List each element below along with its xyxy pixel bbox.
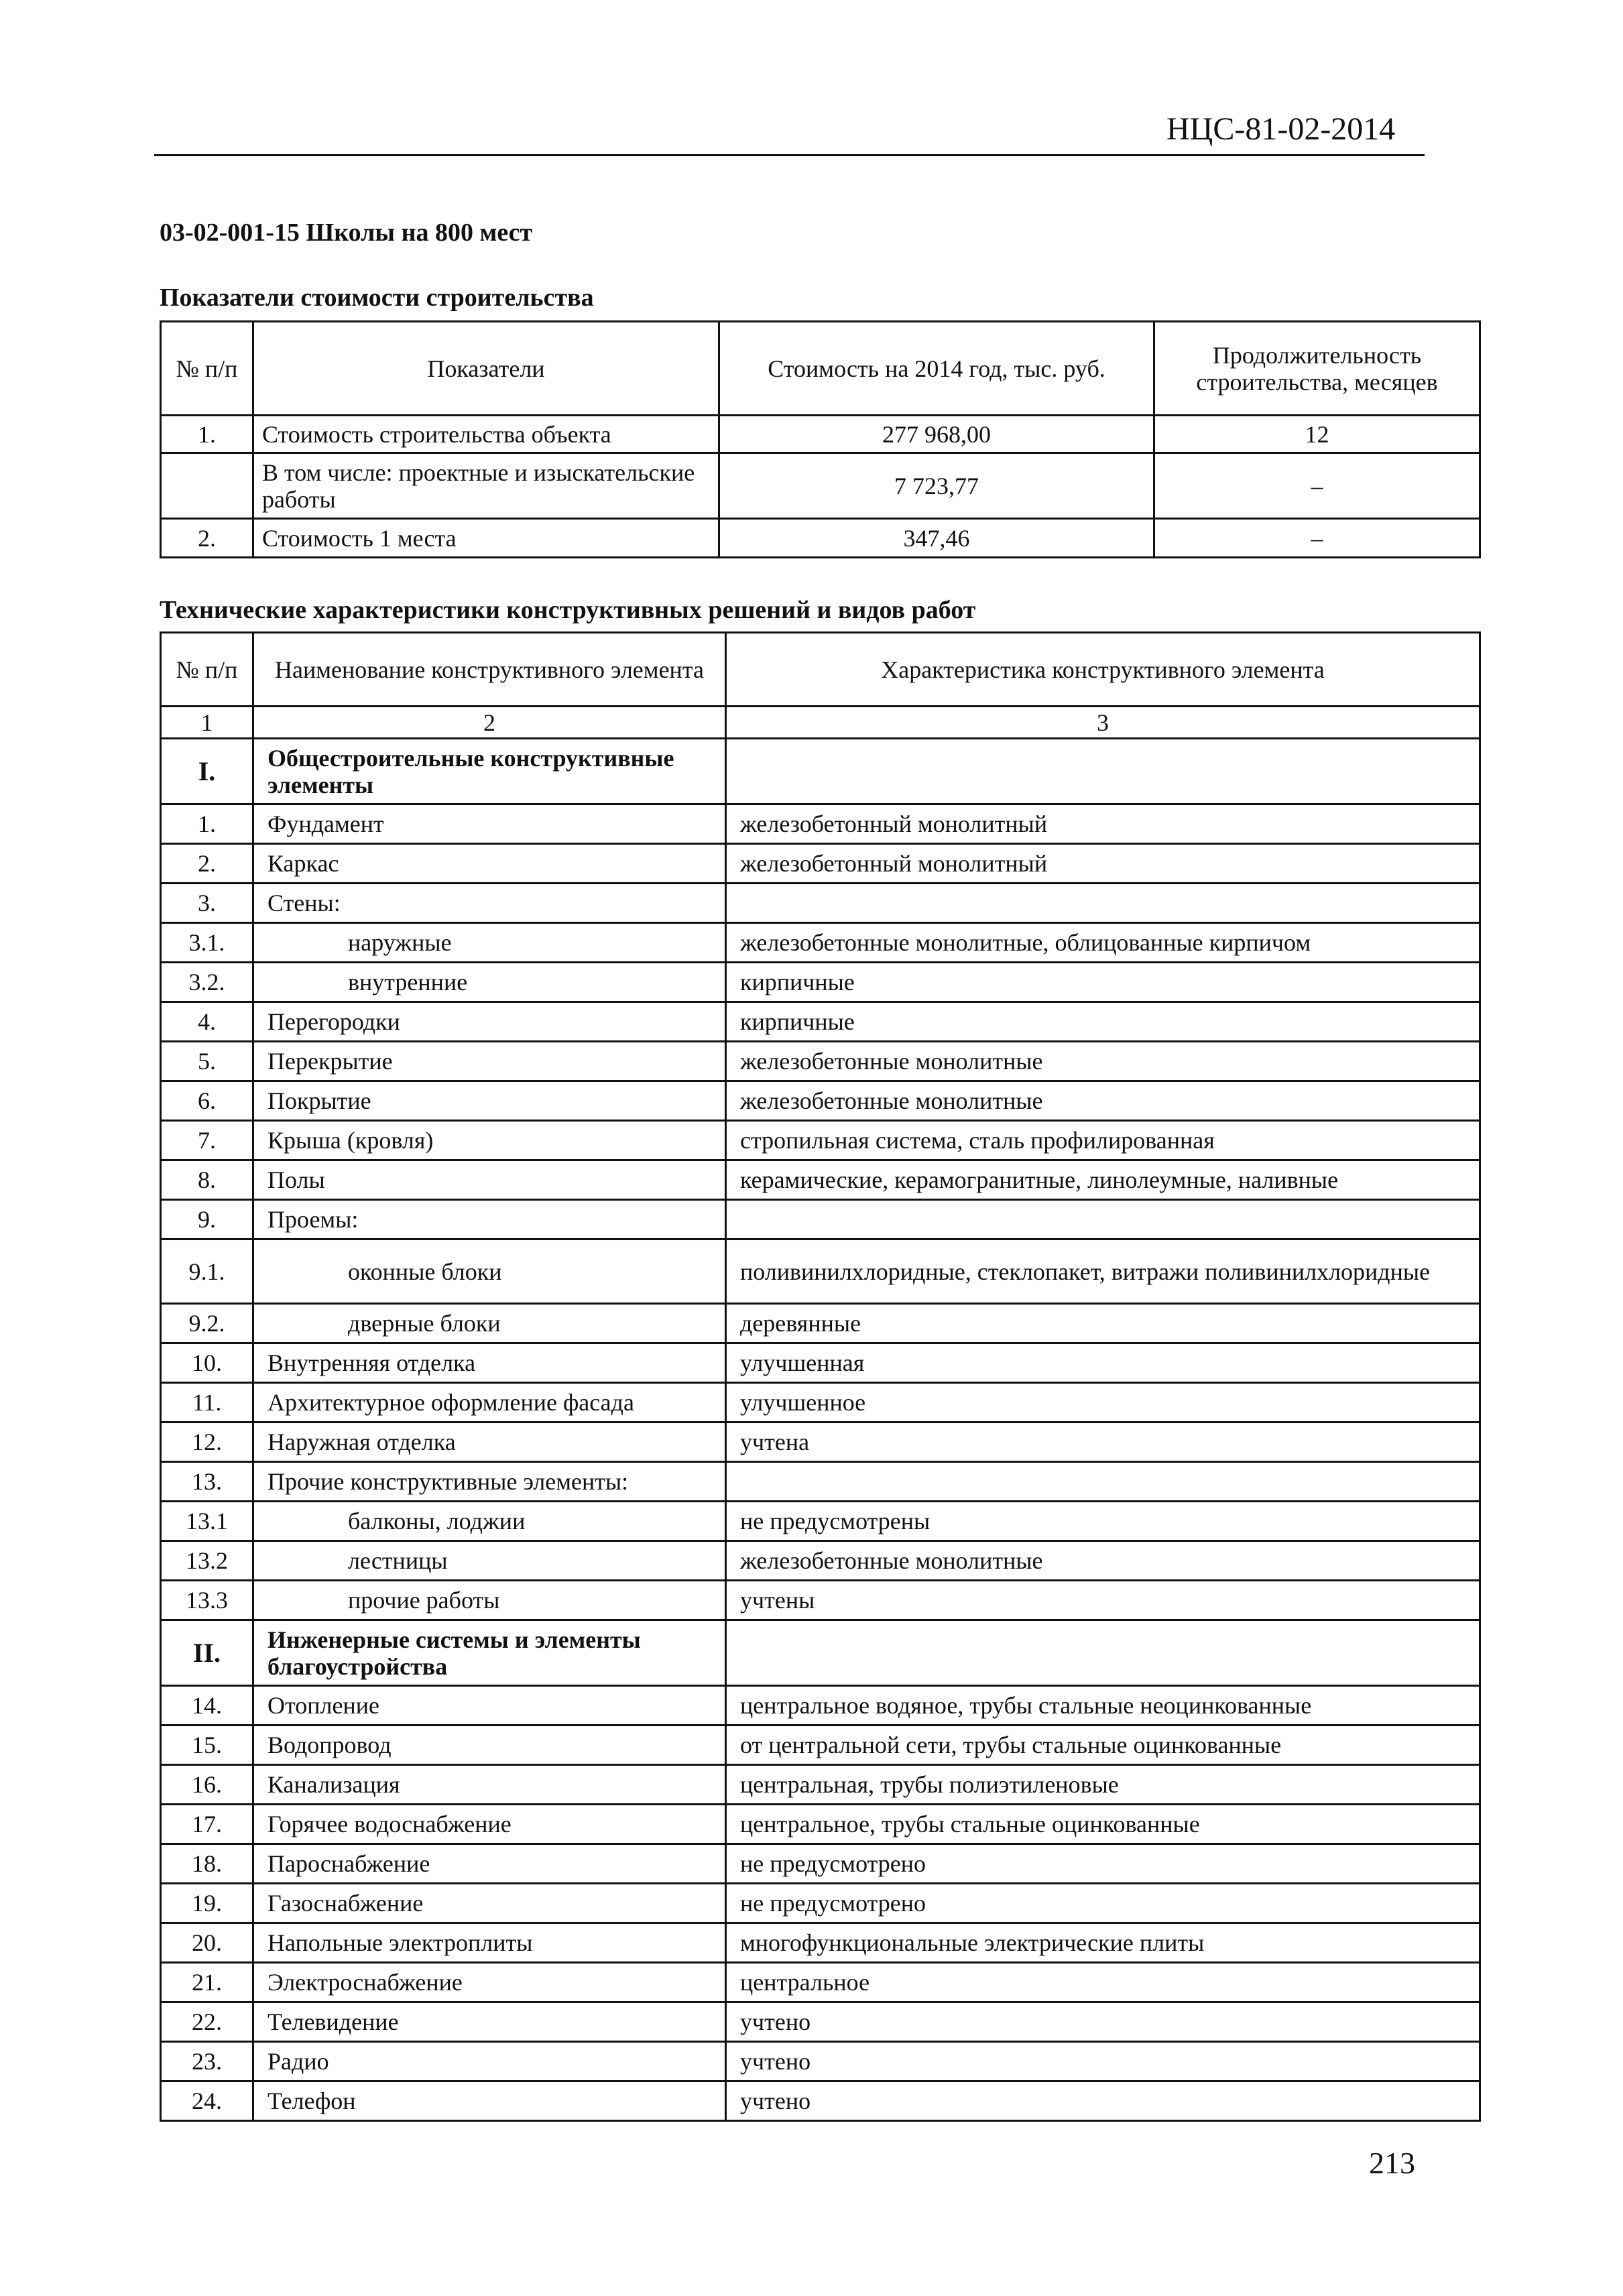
col-header-duration: Продолжительность строительства, месяцев bbox=[1154, 322, 1480, 416]
row-element-name: Инженерные системы и элементы благоустройства bbox=[253, 1620, 726, 1686]
row-element-name: Электроснабжение bbox=[253, 1963, 726, 2002]
row-num: 16. bbox=[161, 1765, 253, 1805]
row-characteristic: кирпичные bbox=[726, 963, 1480, 1002]
row-num: 3. bbox=[161, 884, 253, 923]
row-characteristic: кирпичные bbox=[726, 1002, 1480, 1042]
col-header-num: № п/п bbox=[161, 633, 253, 707]
column-numbers-row bbox=[161, 707, 1480, 739]
row-element-name: Архитектурное оформление фасада bbox=[253, 1383, 726, 1423]
row-element-name: Перекрытие bbox=[253, 1042, 726, 1081]
table-row bbox=[161, 1462, 1480, 1502]
row-characteristic: улучшенное bbox=[726, 1383, 1480, 1423]
table-row bbox=[161, 1423, 1480, 1462]
row-num: 9.1. bbox=[161, 1240, 253, 1304]
row-element-name: Телевидение bbox=[253, 2002, 726, 2042]
row-characteristic: железобетонные монолитные, облицованные кирпичом bbox=[726, 923, 1480, 963]
table-row bbox=[161, 1160, 1480, 1200]
table-row bbox=[161, 2081, 1480, 2121]
table-row bbox=[161, 1765, 1480, 1805]
document-title: 03-02-001-15 Школы на 800 мест bbox=[160, 219, 533, 247]
row-characteristic: центральное водяное, трубы стальные неоцинкованные bbox=[726, 1686, 1480, 1726]
row-indicator: Стоимость 1 места bbox=[253, 519, 719, 558]
table-row bbox=[161, 1383, 1480, 1423]
row-characteristic: не предусмотрено bbox=[726, 1844, 1480, 1884]
row-cost: 277 968,00 bbox=[719, 416, 1154, 453]
table-row bbox=[161, 1884, 1480, 1923]
table-row bbox=[161, 1343, 1480, 1383]
row-element-name: Радио bbox=[253, 2042, 726, 2081]
row-element-name: Прочие конструктивные элементы: bbox=[253, 1462, 726, 1502]
row-num: 14. bbox=[161, 1686, 253, 1726]
table-row bbox=[161, 2002, 1480, 2042]
row-element-name: дверные блоки bbox=[253, 1304, 726, 1343]
column-number: 1 bbox=[161, 707, 253, 739]
row-num: I. bbox=[161, 739, 253, 804]
row-num: 22. bbox=[161, 2002, 253, 2042]
cost-section-title: Показатели стоимости строительства bbox=[160, 284, 594, 312]
row-element-name: лестницы bbox=[253, 1541, 726, 1581]
column-number: 2 bbox=[253, 707, 726, 739]
row-num: II. bbox=[161, 1620, 253, 1686]
row-indicator: В том числе: проектные и изыскательские работы bbox=[253, 453, 719, 519]
row-num: 13.1 bbox=[161, 1502, 253, 1541]
row-element-name: Внутренняя отделка bbox=[253, 1343, 726, 1383]
row-characteristic: учтено bbox=[726, 2002, 1480, 2042]
row-characteristic: центральное bbox=[726, 1963, 1480, 2002]
row-num: 8. bbox=[161, 1160, 253, 1200]
row-num: 18. bbox=[161, 1844, 253, 1884]
row-element-name: Стены: bbox=[253, 884, 726, 923]
table-row bbox=[161, 1581, 1480, 1620]
section-row bbox=[161, 1620, 1480, 1686]
row-element-name: Проемы: bbox=[253, 1200, 726, 1240]
row-element-name: Перегородки bbox=[253, 1002, 726, 1042]
row-num: 20. bbox=[161, 1923, 253, 1963]
row-num: 1. bbox=[161, 804, 253, 844]
row-num: 15. bbox=[161, 1726, 253, 1765]
row-duration: 12 bbox=[1154, 416, 1480, 453]
row-duration: – bbox=[1154, 519, 1480, 558]
row-num: 23. bbox=[161, 2042, 253, 2081]
row-characteristic bbox=[726, 1620, 1480, 1686]
row-element-name: Напольные электроплиты bbox=[253, 1923, 726, 1963]
row-num: 9. bbox=[161, 1200, 253, 1240]
row-characteristic: железобетонный монолитный bbox=[726, 844, 1480, 884]
row-duration: – bbox=[1154, 453, 1480, 519]
row-num: 13. bbox=[161, 1462, 253, 1502]
row-element-name: наружные bbox=[253, 923, 726, 963]
table-row bbox=[161, 453, 1480, 519]
tech-section-title: Технические характеристики конструктивных решений и видов работ bbox=[160, 596, 976, 624]
table-row bbox=[161, 1844, 1480, 1884]
row-characteristic: деревянные bbox=[726, 1304, 1480, 1343]
row-num: 3.2. bbox=[161, 963, 253, 1002]
row-element-name: Покрытие bbox=[253, 1081, 726, 1121]
table-row bbox=[161, 1923, 1480, 1963]
col-header-cost: Стоимость на 2014 год, тыс. руб. bbox=[719, 322, 1154, 416]
row-characteristic: учтены bbox=[726, 1581, 1480, 1620]
tech-table bbox=[160, 631, 1481, 2122]
table-row bbox=[161, 923, 1480, 963]
row-num: 13.3 bbox=[161, 1581, 253, 1620]
row-num: 2. bbox=[161, 519, 253, 558]
table-row bbox=[161, 804, 1480, 844]
tech-table-body bbox=[161, 739, 1480, 2121]
row-element-name: Телефон bbox=[253, 2081, 726, 2121]
row-num: 19. bbox=[161, 1884, 253, 1923]
table-row bbox=[161, 1042, 1480, 1081]
row-num: 10. bbox=[161, 1343, 253, 1383]
header-rule bbox=[154, 154, 1425, 156]
row-num: 4. bbox=[161, 1002, 253, 1042]
row-num: 24. bbox=[161, 2081, 253, 2121]
row-num bbox=[161, 453, 253, 519]
row-element-name: Общестроительные конструктивные элементы bbox=[253, 739, 726, 804]
row-characteristic bbox=[726, 884, 1480, 923]
row-element-name: оконные блоки bbox=[253, 1240, 726, 1304]
table-row bbox=[161, 1081, 1480, 1121]
row-num: 2. bbox=[161, 844, 253, 884]
cost-table bbox=[160, 320, 1481, 558]
col-header-indicator: Показатели bbox=[253, 322, 719, 416]
table-row bbox=[161, 1200, 1480, 1240]
row-element-name: Наружная отделка bbox=[253, 1423, 726, 1462]
row-characteristic: учтено bbox=[726, 2081, 1480, 2121]
section-row bbox=[161, 739, 1480, 804]
row-element-name: балконы, лоджии bbox=[253, 1502, 726, 1541]
row-num: 1. bbox=[161, 416, 253, 453]
table-row bbox=[161, 884, 1480, 923]
table-row bbox=[161, 1240, 1480, 1304]
row-cost: 7 723,77 bbox=[719, 453, 1154, 519]
row-element-name: прочие работы bbox=[253, 1581, 726, 1620]
table-row bbox=[161, 963, 1480, 1002]
cost-table-header bbox=[161, 322, 1480, 416]
col-header-num: № п/п bbox=[161, 322, 253, 416]
row-element-name: Отопление bbox=[253, 1686, 726, 1726]
row-characteristic: железобетонные монолитные bbox=[726, 1081, 1480, 1121]
row-num: 7. bbox=[161, 1121, 253, 1160]
row-num: 5. bbox=[161, 1042, 253, 1081]
page-number: 213 bbox=[1369, 2146, 1415, 2180]
row-characteristic: центральная, трубы полиэтиленовые bbox=[726, 1765, 1480, 1805]
row-characteristic: многофункциональные электрические плиты bbox=[726, 1923, 1480, 1963]
table-row bbox=[161, 1541, 1480, 1581]
row-element-name: Крыша (кровля) bbox=[253, 1121, 726, 1160]
table-row bbox=[161, 844, 1480, 884]
row-characteristic: учтено bbox=[726, 2042, 1480, 2081]
table-row bbox=[161, 1726, 1480, 1765]
row-element-name: Газоснабжение bbox=[253, 1884, 726, 1923]
row-characteristic bbox=[726, 1462, 1480, 1502]
table-row bbox=[161, 1002, 1480, 1042]
row-element-name: Каркас bbox=[253, 844, 726, 884]
row-element-name: Фундамент bbox=[253, 804, 726, 844]
row-characteristic: от центральной сети, трубы стальные оцинкованные bbox=[726, 1726, 1480, 1765]
row-characteristic: центральное, трубы стальные оцинкованные bbox=[726, 1805, 1480, 1844]
row-characteristic: учтена bbox=[726, 1423, 1480, 1462]
row-characteristic: керамические, керамогранитные, линолеумные, наливные bbox=[726, 1160, 1480, 1200]
row-num: 3.1. bbox=[161, 923, 253, 963]
row-num: 12. bbox=[161, 1423, 253, 1462]
row-characteristic bbox=[726, 739, 1480, 804]
table-row bbox=[161, 1805, 1480, 1844]
table-row bbox=[161, 1686, 1480, 1726]
row-characteristic: стропильная система, сталь профилированная bbox=[726, 1121, 1480, 1160]
row-num: 17. bbox=[161, 1805, 253, 1844]
row-characteristic: улучшенная bbox=[726, 1343, 1480, 1383]
tech-table-header bbox=[161, 633, 1480, 707]
document-code: НЦС-81-02-2014 bbox=[1166, 111, 1396, 147]
table-row bbox=[161, 1502, 1480, 1541]
row-characteristic: поливинилхлоридные, стеклопакет, витражи поливинилхлоридные bbox=[726, 1240, 1480, 1304]
row-indicator: Стоимость строительства объекта bbox=[253, 416, 719, 453]
row-element-name: Горячее водоснабжение bbox=[253, 1805, 726, 1844]
table-row bbox=[161, 416, 1480, 453]
table-row bbox=[161, 1304, 1480, 1343]
row-num: 9.2. bbox=[161, 1304, 253, 1343]
table-row bbox=[161, 1963, 1480, 2002]
row-num: 21. bbox=[161, 1963, 253, 2002]
row-element-name: Пароснабжение bbox=[253, 1844, 726, 1884]
col-header-name: Наименование конструктивного элемента bbox=[253, 633, 726, 707]
row-num: 13.2 bbox=[161, 1541, 253, 1581]
column-number: 3 bbox=[726, 707, 1480, 739]
row-characteristic: не предусмотрено bbox=[726, 1884, 1480, 1923]
table-row bbox=[161, 519, 1480, 558]
row-characteristic bbox=[726, 1200, 1480, 1240]
row-element-name: Канализация bbox=[253, 1765, 726, 1805]
table-row bbox=[161, 2042, 1480, 2081]
row-element-name: Полы bbox=[253, 1160, 726, 1200]
table-row bbox=[161, 1121, 1480, 1160]
col-header-characteristic: Характеристика конструктивного элемента bbox=[726, 633, 1480, 707]
row-characteristic: железобетонные монолитные bbox=[726, 1042, 1480, 1081]
row-characteristic: не предусмотрены bbox=[726, 1502, 1480, 1541]
row-characteristic: железобетонный монолитный bbox=[726, 804, 1480, 844]
row-characteristic: железобетонные монолитные bbox=[726, 1541, 1480, 1581]
row-element-name: Водопровод bbox=[253, 1726, 726, 1765]
row-cost: 347,46 bbox=[719, 519, 1154, 558]
row-num: 11. bbox=[161, 1383, 253, 1423]
row-num: 6. bbox=[161, 1081, 253, 1121]
row-element-name: внутренние bbox=[253, 963, 726, 1002]
